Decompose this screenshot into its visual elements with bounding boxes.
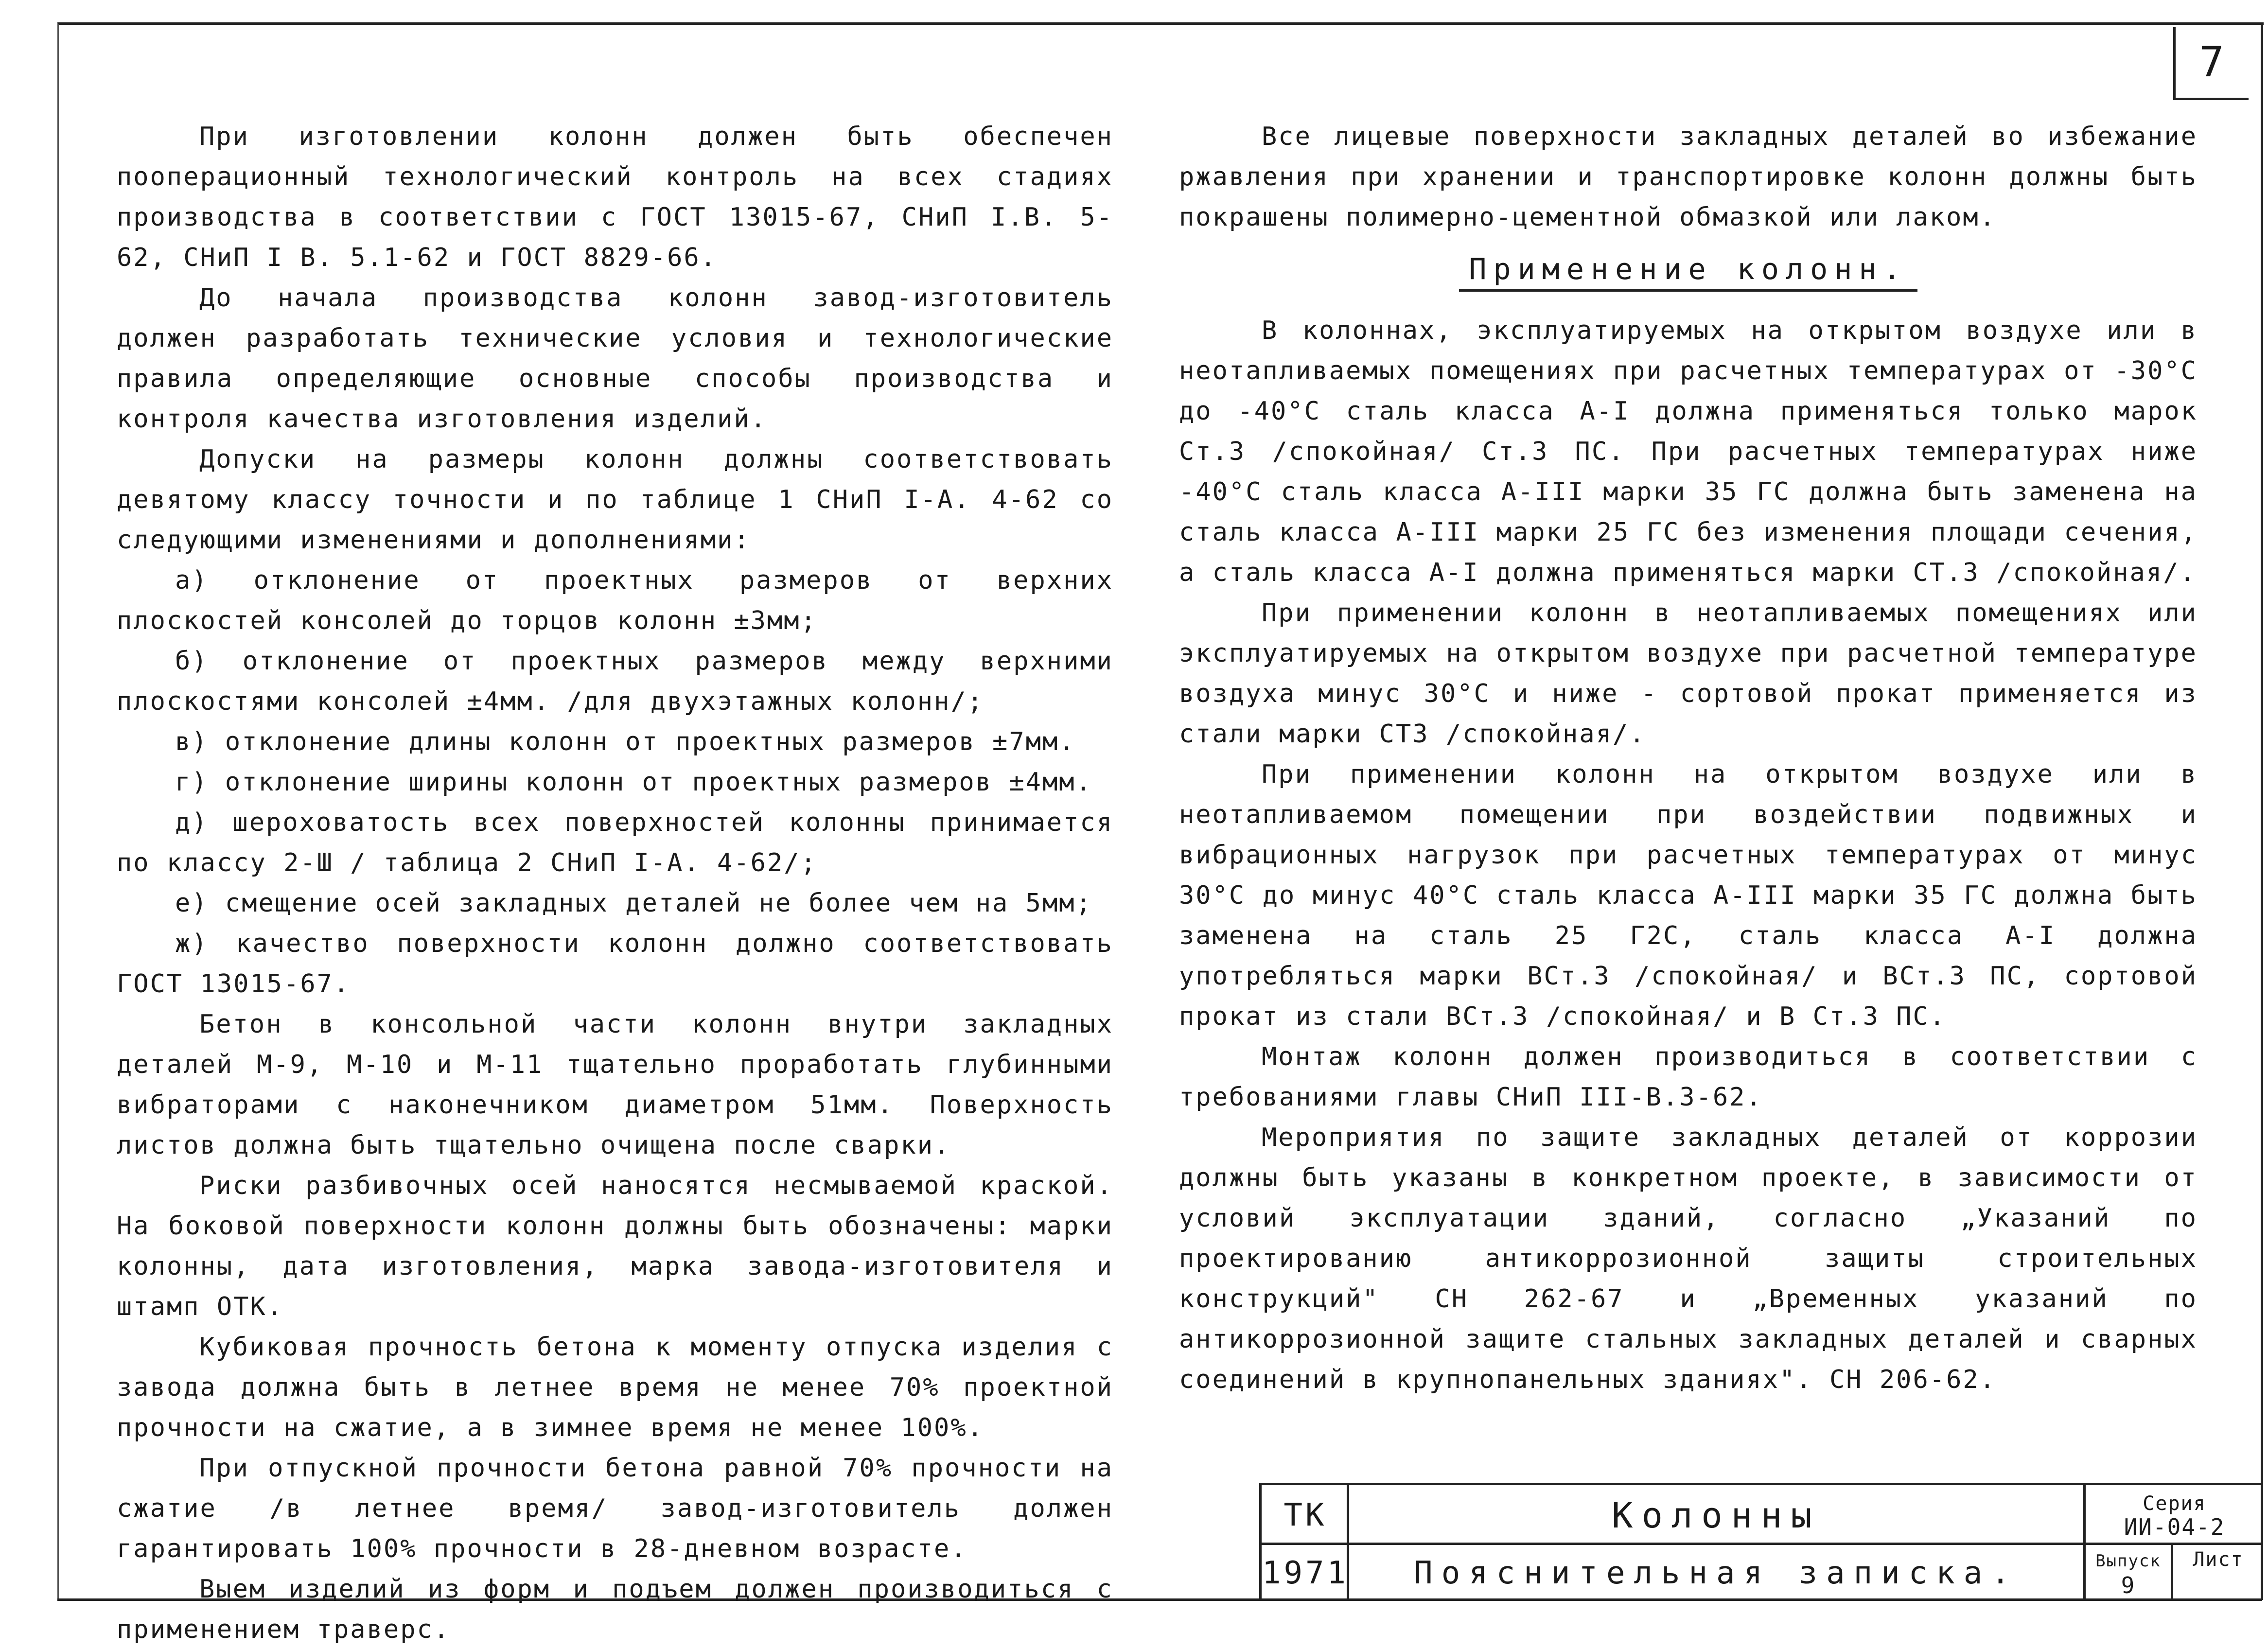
frame-right-line bbox=[2261, 22, 2263, 1600]
title-block-code: ТК bbox=[1283, 1497, 1327, 1533]
paragraph: До начала производства колонн завод-изготовитель должен разработать технические условия и технологические правила определяющие основные способы производства и контроля качества изготовления изделий. bbox=[117, 283, 1113, 434]
issue-value: 9 bbox=[2121, 1572, 2136, 1598]
title-block-issue bbox=[2086, 1545, 2171, 1601]
paragraph: Монтаж колонн должен производиться в соответствии с требованиями главы СНиП III-В.3-62. bbox=[1179, 1042, 2198, 1112]
right-column bbox=[1179, 117, 2198, 1400]
list-item: б) отклонение от проектных размеров между верхними плоскостями консолей ±4мм. /для двухэтажных колонн/; bbox=[117, 647, 1113, 716]
title-block-subtitle: Пояснительная записка. bbox=[1414, 1555, 2019, 1591]
paragraph: При отпускной прочности бетона равной 70% прочности на сжатие /в летнее время/ завод-изготовитель должен гарантировать 100% прочности в 28-дневном возрасте. bbox=[117, 1454, 1113, 1563]
paragraph: Кубиковая прочность бетона к моменту отпуска изделия с завода должна быть в летнее время не менее 70% проектной прочности на сжатие, а в зимнее время не менее 100%. bbox=[117, 1333, 1113, 1442]
issue-label: Выпуск bbox=[2095, 1551, 2161, 1571]
title-block-title: Колонны bbox=[1612, 1494, 1821, 1536]
series-value: ИИ-04-2 bbox=[2124, 1513, 2225, 1540]
list-item: а) отклонение от проектных размеров от верхних плоскостей консолей до торцов колонн ±3мм; bbox=[117, 566, 1113, 635]
paragraph: Риски разбивочных осей наносятся несмываемой краской. На боковой поверхности колонн должны быть обозначены: марки колонны, дата изготовления, марка завода-изготовителя и штамп ОТК. bbox=[117, 1171, 1113, 1321]
paragraph: Мероприятия по защите закладных деталей от коррозии должны быть указаны в конкретном проекте, в зависимости от условий эксплуатации зданий, согласно „Указаний по проектированию антикоррозионной защиты строительных конструкций" СН 262-67 и „Временных указаний по антикоррозионной защите стальных закладных деталей и сварных соединений в крупнопанельных зданиях". СН 206-62. bbox=[1179, 1123, 2198, 1394]
title-block-series bbox=[2086, 1488, 2263, 1543]
list-item: в) отклонение длины колонн от проектных размеров ±7мм. bbox=[175, 727, 1076, 756]
list-item: ж) качество поверхности колонн должно соответствовать ГОСТ 13015-67. bbox=[117, 929, 1113, 999]
paragraph: При применении колонн в неотапливаемых помещениях или эксплуатируемых на открытом воздухе при расчетной температуре воздуха минус 30°С и ниже - сортовой прокат применяется из стали марки СТ3 /спокойная/. bbox=[1179, 598, 2198, 749]
title-block bbox=[1259, 1483, 2263, 1601]
paragraph: Выем изделий из форм и подъем должен производиться с применением траверс. bbox=[117, 1575, 1113, 1644]
paragraph: При применении колонн на открытом воздухе или в неотапливаемом помещении при воздействии подвижных и вибрационных нагрузок при расчетных температурах от минус 30°С до минус 40°С сталь класса А-III марки 35 ГС должна быть заменена на сталь 25 Г2С, сталь класса А-I должна употребляться марки ВСт.3 /спокойная/ и ВСт.3 ПС, сортовой прокат из стали ВСт.3 /спокойная/ и В Ст.3 ПС. bbox=[1179, 760, 2198, 1031]
page-number: 7 bbox=[2173, 27, 2249, 100]
paragraph: В колоннах, эксплуатируемых на открытом воздухе или в неотапливаемых помещениях при расчетных температурах от -30°С до -40°С сталь класса А-I должна применяться только марок Ст.3 /спокойная/ Ст.3 ПС. При расчетных температурах ниже -40°С сталь класса А-III марки 35 ГС должна быть заменена на сталь класса А-III марки 25 ГС без изменения площади сечения, а сталь класса А-I должна применяться марки СТ.3 /спокойная/. bbox=[1179, 316, 2198, 587]
list-item: е) смещение осей закладных деталей не более чем на 5мм; bbox=[175, 889, 1092, 918]
list-item: г) отклонение ширины колонн от проектных размеров ±4мм. bbox=[175, 768, 1092, 797]
section-title-text: Применение колонн. bbox=[1459, 252, 1917, 292]
section-title bbox=[1179, 247, 2198, 291]
paragraph: При изготовлении колонн должен быть обеспечен пооперационный технологический контроль на всех стадиях производства в соответствии с ГОСТ 13015-67, СНиП I.B. 5-62, СНиП I B. 5.1-62 и ГОСТ 8829-66. bbox=[117, 122, 1113, 272]
series-label: Серия bbox=[2143, 1492, 2206, 1515]
paragraph: Допуски на размеры колонн должны соответствовать девятому классу точности и по таблице 1 СНиП I-A. 4-62 со следующими изменениями и дополнениями: bbox=[117, 445, 1113, 555]
left-column bbox=[117, 117, 1113, 1650]
title-block-sheet-label: Лист bbox=[2193, 1548, 2244, 1571]
list-item: д) шероховатость всех поверхностей колонны принимается по классу 2-Ш / таблица 2 СНиП I-А. 4-62/; bbox=[117, 808, 1113, 878]
paragraph: Бетон в консольной части колонн внутри закладных деталей М-9, М-10 и М-11 тщательно проработать глубинными вибраторами с наконечником диаметром 51мм. Поверхность листов должна быть тщательно очищена после сварки. bbox=[117, 1010, 1113, 1160]
title-block-year: 1971 bbox=[1262, 1555, 1349, 1591]
paragraph-intro: Все лицевые поверхности закладных деталей во избежание ржавления при хранении и транспортировке колонн должны быть покрашены полимерно-цементной обмазкой или лаком. bbox=[1179, 122, 2198, 232]
